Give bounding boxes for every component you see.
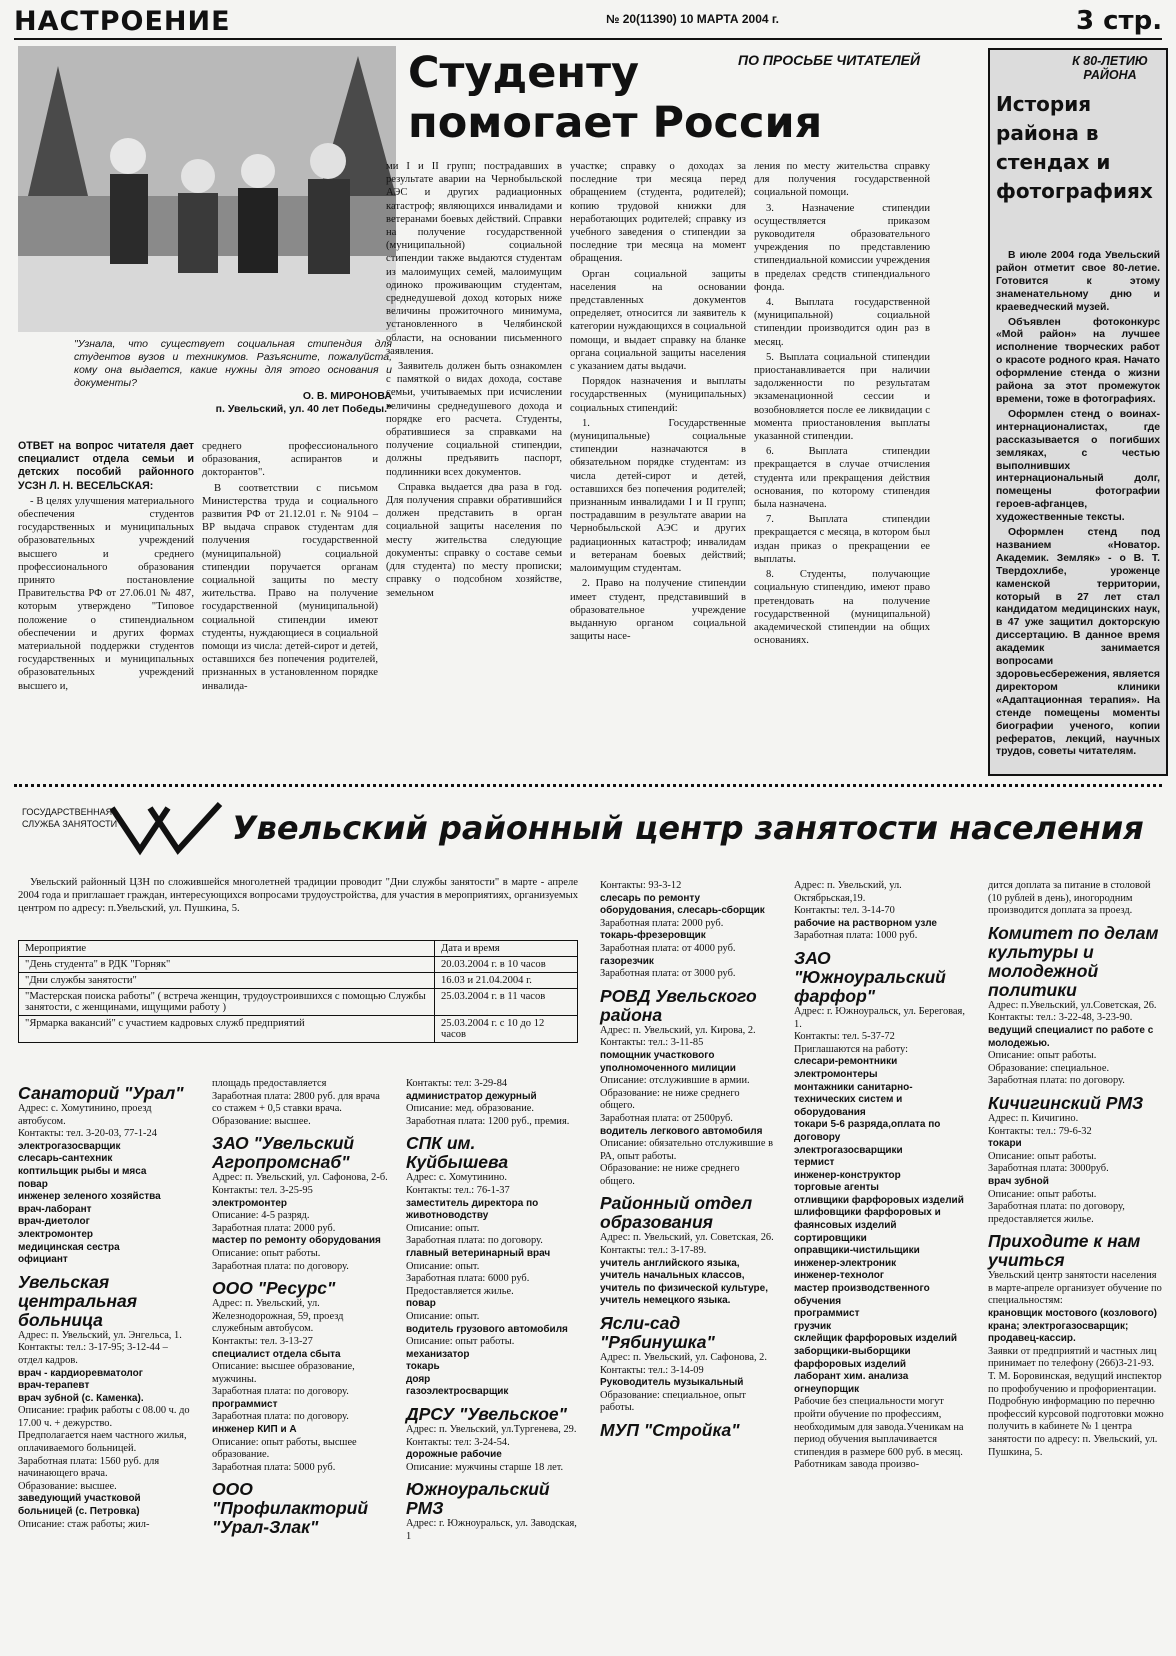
employer-name: РОВД Увельского района <box>600 985 757 1025</box>
vacancy-detail: Предполагается наем частного жилья, оплачиваемого больницей. <box>18 1430 187 1455</box>
vacancy-title: склейщик фарфоровых изделий <box>794 1333 958 1345</box>
vacancy-title: врач-диетолог <box>18 1216 90 1228</box>
vacancy-title: токарь-фрезеровщик <box>600 930 706 942</box>
headline-line-2: помогает Россия <box>408 98 823 148</box>
vacancy-detail: Заработная плата: от 4000 руб. <box>600 942 736 954</box>
event-date: 20.03.2004 г. в 10 часов <box>435 957 578 973</box>
vacancy-title: отливщики фарфоровых изделий <box>794 1194 964 1206</box>
vacancy-title: врач зубной <box>988 1175 1049 1187</box>
sidebar-body <box>996 250 1160 761</box>
employer-name: ДРСУ "Увельское" <box>406 1404 567 1425</box>
sidebar-p2: Объявлен фотоконкурс «Мой район» на лучшее исполнение творческих работ о красоте родного края. Начато оформление стенда о жизни района за этот промежуток времени, тоже в фотографиях. <box>996 316 1160 405</box>
vacancy-title: программист <box>212 1398 278 1410</box>
vacancy-title: крановщик мостового (козлового) крана; электрогазосварщик; продавец-кассир. <box>988 1308 1158 1345</box>
vacancy-detail: Адрес: п. Увельский, ул. Кирова, 2. <box>600 1024 756 1036</box>
vacancy-detail: Заработная плата: 6000 руб. <box>406 1273 530 1285</box>
col4-text-e: 2. Право на получение стипендии имеет студент, представивший в образовательное учреждение выданную органом социальной защиты насе- <box>570 578 746 643</box>
col5-text-d: 5. Выплата социальной стипендии приостанавливается при наличии задолженности по результатам экзаменационной сессии и возобновляется после ее ликвидации с момента приостановления выплаты указанной стипендии. <box>754 351 930 443</box>
col2-text-b: В соответствии с письмом Министерства труда и социального развития РФ от 21.12.01 г. № 9104 – ВР выдача справок студентам для получения государственной (муниципальной) социальной стипендии поручается органам социальной защиты по месту жительства. Право на получение государственной (муниципальной) социальной стипендии имеют студенты, нуждающиеся в социальной помощи из числа: детей-сирот и детей, оставшихся без попечения родителей, признанных в установленном порядке инвалида- <box>202 482 378 692</box>
article-headline <box>408 48 822 148</box>
vacancy-detail: Описание: 4-5 разряд. <box>212 1210 310 1222</box>
article-kicker: ПО ПРОСЬБЕ ЧИТАТЕЛЕЙ <box>738 52 921 68</box>
employer-name: Санаторий "Урал" <box>18 1083 184 1103</box>
vacancy-detail: Заработная плата: 1200 руб., премия. <box>406 1115 570 1127</box>
headline-line-1: Студенту <box>408 48 640 98</box>
vacancy-detail: Описание: высшее образование, мужчины. <box>212 1361 355 1385</box>
vacancy-title: инженер-технолог <box>794 1270 885 1282</box>
vacancy-title: Руководитель музыкальный <box>600 1377 744 1389</box>
answer-lead: ОТВЕТ на вопрос читателя дает специалист отдела семьи и детских пособий районного УСЗН Л. Н. ВЕСЕЛЬСКАЯ: <box>18 440 194 492</box>
vacancy-list-3 <box>406 1078 582 1544</box>
vacancy-detail: Описание: отслужившие в армии. <box>600 1075 750 1087</box>
vacancy-title: электрогазосварщик <box>18 1140 121 1152</box>
vacancy-detail: Контакты: тел: 3-29-84 <box>406 1078 508 1089</box>
col-header-date: Дата и время <box>435 941 578 957</box>
vacancy-detail: Образование: специальное, опыт работы. <box>600 1389 746 1414</box>
article-col-1 <box>18 440 194 695</box>
header-rule <box>14 38 1162 40</box>
col3-text: ми I и II групп; пострадавших в результате аварии на Чернобыльской АЭС и других радиационных катастроф; являющихся инвалидами и ветеранами боевых действий. Справки на получение государственной (муниципальной) социальной стипендии также выдаются студентам из малоимущих семей, малоимущим одиноко проживающим студентам, среднедушевой доход которых ниже величины прожиточного минимума, установленного в Челябинской области, на основании письменного заявления. <box>386 161 562 357</box>
article-col-2 <box>202 440 378 695</box>
col5-text-b: 3. Назначение стипендии осуществляется приказом руководителя образовательного учреждения по представлению стипендиальной комиссии учреждения в пределах средств стипендиального фонда. <box>754 202 931 293</box>
vacancy-detail: Адрес: п. Увельский, ул. Сафонова, 2. <box>600 1352 767 1364</box>
vacancy-title: слесарь-сантехник <box>18 1153 113 1165</box>
employer-name: Комитет по делам культуры и молодежной политики <box>988 922 1159 1000</box>
col5-text: ления по месту жительства справку для получения государственной социальной помощи. <box>754 161 930 199</box>
vacancy-detail: Описание: опыт работы, высшее образование. <box>212 1436 357 1461</box>
vacancy-title: мастер по ремонту оборудования <box>212 1235 381 1247</box>
vacancy-title: медицинская сестра <box>18 1241 120 1253</box>
vacancy-detail: Описание: график работы с 08.00 ч. до 17.00 ч. + дежурство. <box>18 1405 190 1429</box>
employer-name: Кичигинский РМЗ <box>988 1092 1144 1113</box>
vacancy-title: сортировщики <box>794 1232 867 1244</box>
vacancy-detail: Приглашаются на работу: <box>794 1043 908 1055</box>
vacancy-title: учитель английского языка, учитель начальных классов, учитель по физической культуре, учитель немецкого языка. <box>600 1257 768 1307</box>
vacancy-title: помощник участкового уполномоченного милиции <box>600 1049 736 1074</box>
employer-name: Южноуральский РМЗ <box>406 1479 550 1519</box>
vacancy-detail: Заработная плата: по договору. <box>212 1386 349 1398</box>
page-number: 3 стр. <box>1076 6 1163 36</box>
vacancy-detail: Заработная плата: 5000 руб. <box>212 1461 336 1473</box>
vacancy-list-2 <box>212 1078 388 1537</box>
vacancy-detail: Адрес: п. Кичигино. <box>988 1112 1079 1124</box>
vacancy-detail: Контакты: тел. 3-13-27 <box>212 1335 313 1347</box>
reader-letter <box>74 338 392 416</box>
section-title: НАСТРОЕНИЕ <box>14 6 231 37</box>
vacancy-detail: Адрес: п. Увельский, ул. Сафонова, 2-б. <box>212 1172 388 1184</box>
event-date: 25.03.2004 г. в 11 часов <box>435 989 578 1016</box>
vacancy-detail: Адрес: с. Хомутинино. <box>406 1172 507 1184</box>
vacancy-detail: Адрес: г. Южноуральск, ул. Заводская, 1 <box>406 1518 577 1543</box>
event-date: 16.03 и 21.04.2004 г. <box>435 973 578 989</box>
vacancy-detail: Заработная плата: по договору. <box>988 1075 1125 1087</box>
vacancy-title: рабочие на растворном узле <box>794 917 937 929</box>
vacancy-detail: Контакты: тел.: 3-14-09 <box>600 1364 704 1376</box>
employer-name: Районный отдел образования <box>600 1193 753 1233</box>
vacancy-detail: Контакты: тел.: 3-17-89. <box>600 1245 707 1257</box>
vacancy-detail: Заработная плата: от 2500руб. <box>600 1112 733 1124</box>
vacancy-detail: Контакты: тел. 3-25-95 <box>212 1184 313 1196</box>
vacancy-title: повар <box>406 1298 436 1310</box>
jobs-col-2 <box>212 1078 388 1537</box>
vacancy-detail: Описание: опыт. <box>406 1310 480 1322</box>
vacancy-title: водитель грузового автомобиля <box>406 1323 568 1335</box>
table-row <box>19 1016 578 1043</box>
vacancy-title: газоэлектросварщик <box>406 1386 509 1398</box>
letter-text: "Узнала, что существует социальная стипендия для студентов вузов и техникумов. Разъясните, пожалуйста, кому она выдается, какие нужны для этого основания и документы? <box>74 338 392 389</box>
service-logo-icon <box>110 800 230 856</box>
vacancy-detail: Заработная плата: по договору. <box>212 1260 349 1272</box>
vacancy-title: дояр <box>406 1373 431 1385</box>
employer-name: ЗАО "Южноуральский фарфор" <box>794 947 946 1006</box>
vacancy-title: грузчик <box>794 1320 832 1332</box>
col5-text-f: 7. Выплата стипендии прекращается с месяца, в котором был издан приказ о прекращении ее выплаты. <box>754 514 930 565</box>
vacancy-title: программист <box>794 1308 860 1320</box>
vacancy-detail: Образование: не ниже среднего общего. <box>600 1163 740 1187</box>
jobs-col-5 <box>794 880 970 1472</box>
vacancy-detail: Описание: опыт. <box>406 1222 480 1234</box>
vacancy-detail: Контакты: тел.: 76-1-37 <box>406 1184 510 1196</box>
students-photo <box>18 46 396 332</box>
vacancy-title: огнеупорщик <box>794 1383 860 1395</box>
vacancy-title: повар <box>18 1178 48 1190</box>
vacancy-detail: Описание: опыт работы. <box>406 1336 515 1348</box>
vacancy-detail: Описание: опыт работы. <box>988 1150 1097 1162</box>
vacancy-title: инженер-электроник <box>794 1257 897 1269</box>
vacancy-title: врач зубной (с. Каменка). <box>18 1392 144 1404</box>
vacancy-detail: Заработная плата: 2000 руб. <box>212 1222 336 1234</box>
vacancy-title: электромонтер <box>212 1197 288 1209</box>
employer-name: Ясли-сад "Рябинушка" <box>600 1313 715 1353</box>
section-divider <box>14 784 1162 787</box>
issue-info: № 20(11390) 10 МАРТА 2004 г. <box>606 12 780 26</box>
vacancy-detail: Предоставляется жилье. <box>406 1285 514 1297</box>
vacancy-detail: Описание: опыт работы. <box>988 1188 1097 1200</box>
vacancy-title: заборщики-выборщики фарфоровых изделий <box>794 1346 911 1370</box>
vacancy-title: шлифовщики фарфоровых и фаянсовых изделий <box>794 1207 941 1232</box>
employer-name: МУП "Стройка" <box>600 1420 740 1440</box>
vacancy-detail: Адрес: п. Увельский, ул. Октябрьская,19. <box>794 880 902 904</box>
vacancy-title: торговые агенты <box>794 1182 879 1194</box>
vacancy-detail: Контакты: тел. 5-37-72 <box>794 1031 895 1043</box>
vacancy-title: токарь <box>406 1361 440 1373</box>
event-date: 25.03.2004 г. с 10 до 12 часов <box>435 1016 578 1043</box>
vacancy-detail: Описание: опыт работы. <box>988 1050 1097 1062</box>
vacancy-title: монтажники санитарно-технических систем и оборудования <box>794 1081 913 1118</box>
article-col-3 <box>386 160 562 602</box>
vacancy-title: слесари-ремонтники <box>794 1056 898 1068</box>
jobs-col-6 <box>988 880 1164 1459</box>
table-row <box>19 973 578 989</box>
sidebar-p4: Оформлен стенд под названием «Новатор. Академик. Земляк» - о В. Т. Твердохлибе, уроженце каменской территории, который в 27 лет стал кандидатом медицинских наук, в 47 уже защитил докторскую диссертацию. В данное время академик занимается вопросами здоровьесбережения, является директором клиники «Адаптационная терапия». На стенде помещены моменты биографии ученого, копии рефератов, лекций, научных трудов, советы читателям. <box>996 527 1160 758</box>
vacancy-title: коптильщик рыбы и мяса <box>18 1165 147 1177</box>
employer-name: СПК им. Куйбышева <box>406 1133 509 1173</box>
sidebar-p1: В июле 2004 года Увельский район отметит свое 80-летие. Готовится к этому знаменательному дню и краеведческий музей. <box>996 250 1160 313</box>
vacancy-title: водитель легкового автомобиля <box>600 1125 763 1137</box>
jobs-col-3 <box>406 1078 582 1544</box>
vacancy-title: врач-лаборант <box>18 1203 92 1215</box>
vacancy-detail: Заработная плата: от 3000 руб. <box>600 968 736 980</box>
vacancy-detail: Заработная плата: 1560 руб. для начинающего врача. <box>18 1455 160 1480</box>
vacancy-detail: площадь предоставляется <box>212 1078 327 1089</box>
col5-text-c: 4. Выплата государственной (муниципальной) социальной стипендии производится один раз в месяц. <box>754 297 930 348</box>
vacancy-detail: Адрес: п.Увельский, ул.Советская, 26. <box>988 999 1157 1011</box>
col5-text-e: 6. Выплата стипендии прекращается в случае отчисления студента или прекращения действия основания, по которому стипендия была назначена. <box>754 446 930 511</box>
vacancy-detail: Адрес: п. Увельский, ул. Энгельса, 1. Контакты: тел.: 3-17-95; 3-12-44 – отдел кадров. <box>18 1329 182 1366</box>
col3-text-b: Заявитель должен быть ознакомлен с памяткой о видах дохода, составе семьи, учитываемых при исчислении величины среднедушевого дохода и порядке его расчета. Студенты, обратившиеся за справками на получение социальной стипендии, должны предъявить паспорт, подлинники всех документов. <box>386 361 562 478</box>
vacancy-title: токари <box>988 1138 1022 1150</box>
vacancy-title: специалист отдела сбыта <box>212 1348 341 1360</box>
vacancy-title: ведущий специалист по работе с молодежью. <box>988 1024 1154 1049</box>
intro-text: Увельский районный ЦЗН по сложившейся многолетней традиции проводит "Дни службы занятости" в марте - апреле 2004 года и приглашает граждан, интересующихся вопросами трудоустройства, для участия в мероприятиях, организуемых центром по адресу: п.Увельский, ул. Пушкина, 5. <box>18 877 578 915</box>
vacancy-detail: Заработная плата: 2000 руб. <box>600 917 724 929</box>
sidebar-p3: Оформлен стенд о воинах-интернационалистах, где рассказывается о погибших земляках, с честью выполнивших интернациональный долг, помещены фотографии героев-афганцев, художественные тексты. <box>996 408 1160 524</box>
employer-name: Приходите к нам учиться <box>988 1231 1141 1271</box>
letter-author: О. В. МИРОНОВА <box>302 390 392 402</box>
table-header-row <box>19 941 578 957</box>
vacancy-list-4 <box>600 880 776 1440</box>
vacancy-detail: Описание: опыт работы. <box>212 1247 321 1259</box>
vacancy-detail: Рабочие без специальности могут пройти обучение по профессиям, необходимым для завода.Ученикам на период обучения выплачивается стипендия в размере 600 руб. в месяц. <box>794 1396 964 1458</box>
employer-name: ООО "Ресурс" <box>212 1278 336 1299</box>
vacancy-detail: Адрес: п. Увельский, ул.Тургенева, 29. <box>406 1424 577 1436</box>
vacancy-title: инженер зеленого хозяйства <box>18 1191 161 1203</box>
vacancy-detail: Работникам завода произво- <box>794 1459 920 1471</box>
vacancy-title: дорожные рабочие <box>406 1449 502 1461</box>
vacancy-title: врач-терапевт <box>18 1380 90 1392</box>
vacancy-title: врач - кардиоревматолог <box>18 1367 143 1379</box>
vacancy-detail: Увельский центр занятости населения в марте-апреле организует обучение по специальностям: <box>988 1270 1162 1307</box>
col4-text-d: 1. Государственные (муниципальные) социальные стипендии назначаются в обязательном порядке студентам: из числа детей-сирот и детей, оставшихся без попечения родителей; признанным инвалидами I и II групп; пострадавшим в результате аварии на Чернобыльской АЭС и других радиационных катастроф; инвалидам и ветеранам боевых действий; малоимущим студентам. <box>570 417 746 575</box>
vacancy-title: термист <box>794 1157 835 1169</box>
vacancy-detail: Заявки от предприятий и частных лиц принимает по телефону (266)3-21-93. Т. М. Боровинская, ведущий инспектор по профобучению и профориентации. <box>988 1345 1162 1395</box>
employment-title: Увельский районный центр занятости населения <box>232 809 1144 847</box>
col1-text: - В целях улучшения материального обеспечения студентов государственных и муниципальных образовательных учреждений высшего и среднего профессионального образования принято постановление Правительства РФ от 27.06.01 № 487, которым утверждено "Типовое положение о стипендиальном обеспечении и других формах материальной поддержки студентов государственных и муниципальных образовательных учреждений высшего и, <box>18 495 194 692</box>
history-sidebar <box>988 48 1168 776</box>
vacancy-title: токари 5-6 разряда,оплата по договору <box>794 1119 941 1143</box>
col4-text-b: Орган социальной защиты населения на основании представленных документов определяет, относится ли заявитель к категории нуждающихся в социальной помощи, и выдает справку на бланке органа социальной защиты населения с указанием даты выдачи. <box>570 268 746 373</box>
table-row <box>19 957 578 973</box>
vacancy-list-5 <box>794 880 970 1472</box>
event-name: "День студента" в РДК "Горняк" <box>19 957 435 973</box>
vacancy-detail: Адрес: п. Увельский, ул. Железнодорожная, 59, проезд служебным автобусом. <box>212 1298 344 1335</box>
vacancy-detail: Образование: не ниже среднего общего. <box>600 1087 740 1112</box>
vacancy-title: лаборант хим. анализа <box>794 1371 909 1383</box>
vacancy-title: слесарь по ремонту оборудования, слесарь-сборщик <box>600 892 765 917</box>
event-name: "Ярмарка вакансий" с участием кадровых служб предприятий <box>19 1016 435 1043</box>
vacancy-title: инженер КИП и А <box>212 1424 297 1436</box>
vacancy-detail: дится доплата за питание в столовой (10 рублей в день), иногородним производится доплата за проезд. <box>988 880 1151 917</box>
service-logo-text: ГОСУДАРСТВЕННАЯ СЛУЖБА ЗАНЯТОСТИ <box>22 807 118 829</box>
col4-text-c: Порядок назначения и выплаты государственных (муниципальных) социальных стипендий: <box>570 376 746 414</box>
vacancy-detail: Заработная плата: 1000 руб. <box>794 930 918 942</box>
vacancy-detail: Адрес: с. Хомутинино, проезд автобусом. <box>18 1103 152 1127</box>
vacancy-detail: Заработная плата: по договору. <box>212 1411 349 1423</box>
employer-name: ООО "Профилакторий "Урал-Злак" <box>212 1479 369 1538</box>
vacancy-detail: Контакты: тел: 3-24-54. <box>406 1436 510 1448</box>
article-col-5 <box>754 160 930 649</box>
event-name: "Дни службы занятости" <box>19 973 435 989</box>
vacancy-detail: Заработная плата: по договору. <box>406 1235 543 1247</box>
event-name: "Мастерская поиска работы" ( встреча женщин, трудоустроившихся с помощью Службы занятости, с женщинами, ищущими работу ) <box>19 989 435 1016</box>
vacancy-detail: Заработная плата: 3000руб. <box>988 1163 1109 1175</box>
col5-text-g: 8. Студенты, получающие социальную стипендию, имеют право претендовать на получение государственной (муниципальной) академической стипендии на общих основаниях. <box>754 569 930 647</box>
employer-name: Увельская центральная больница <box>18 1271 138 1330</box>
col4-text: участке; справку о доходах за последние три месяца перед обращением (студента, родителей); копию трудовой книжки для неработающих родителей; справку из учебного заведения о стипендии за последние три месяца на момент обращения. <box>570 161 746 265</box>
vacancy-detail: Образование: высшее. <box>212 1115 311 1127</box>
vacancy-detail: Контакты: тел.: 3-11-85 <box>600 1037 704 1049</box>
vacancy-list-1 <box>18 1084 194 1531</box>
vacancy-detail: Описание: опыт. <box>406 1260 480 1272</box>
vacancy-detail: Описание: стаж работы; жил- <box>18 1518 150 1530</box>
sidebar-kicker: К 80-ЛЕТИЮ РАЙОНА <box>1072 54 1148 82</box>
jobs-col-1 <box>18 1078 194 1531</box>
vacancy-title: администратор дежурный <box>406 1090 537 1102</box>
vacancy-title: заведующий участковой больницей (с. Петровка) <box>18 1493 141 1518</box>
vacancy-detail: Образование: высшее. <box>18 1480 117 1492</box>
vacancy-detail: Адрес: г. Южноуральск, ул. Береговая, 1. <box>794 1005 965 1030</box>
article-col-4 <box>570 160 746 645</box>
vacancy-title: мастер производственного обучения <box>794 1283 930 1307</box>
vacancy-title: газорезчик <box>600 955 654 967</box>
vacancy-title: электромонтеры <box>794 1068 878 1080</box>
vacancy-title: инженер-конструктор <box>794 1169 901 1181</box>
vacancy-detail: Образование: специальное. <box>988 1062 1110 1074</box>
vacancy-detail: Контакты: тел.: 79-6-32 <box>988 1125 1092 1137</box>
vacancy-title: заместитель директора по животноводству <box>406 1197 539 1222</box>
vacancy-title: электромонтер <box>18 1228 94 1240</box>
vacancy-list-6 <box>988 880 1164 1459</box>
table-row <box>19 989 578 1016</box>
vacancy-detail: Заработная плата: 2800 руб. для врача со стажем + 0,5 ставки врача. <box>212 1090 380 1115</box>
employment-intro <box>18 876 578 918</box>
vacancy-detail: Описание: мед. образование. <box>406 1103 534 1115</box>
vacancy-detail: Заработная плата: по договору, предоставляется жилье. <box>988 1201 1125 1225</box>
vacancy-detail: Адрес: п. Увельский, ул. Советская, 26. <box>600 1232 774 1244</box>
vacancy-detail: Описание: мужчины старше 18 лет. <box>406 1461 564 1473</box>
employer-name: ЗАО "Увельский Агропромснаб" <box>212 1133 355 1173</box>
vacancy-title: механизатор <box>406 1348 470 1360</box>
jobs-col-4 <box>600 880 776 1440</box>
vacancy-title: электрогазосварщики <box>794 1144 903 1156</box>
col3-text-c: Справка выдается два раза в год. Для получения справки обратившийся должен представить в орган социальной защиты населения по месту жительства следующие документы: справку о составе семьи (для студента) по месту прописки; справку о подсобном хозяйстве, земельном <box>386 481 562 599</box>
vacancy-detail: Описание: обязательно отслужившие в РА, опыт работы. <box>600 1138 773 1162</box>
sidebar-title: История района в стендах и фотографиях <box>996 92 1153 203</box>
col-header-event: Мероприятие <box>19 941 435 957</box>
vacancy-detail: Подробную информацию по перечню профессий курсовой подготовки можно получить в кабинете № 1 центра занятости по адресу: п. Увельский, ул. Пушкина, 5. <box>988 1396 1164 1458</box>
vacancy-detail: Контакты: 93-3-12 <box>600 880 682 891</box>
col2-text: среднего профессионального образования, аспирантов и докторантов". <box>202 441 378 479</box>
vacancy-title: главный ветеринарный врач <box>406 1247 551 1259</box>
vacancy-detail: Контакты: тел.: 3-22-48, 3-23-90. <box>988 1012 1133 1024</box>
vacancy-title: официант <box>18 1254 68 1266</box>
vacancy-detail: Контакты: тел. 3-14-70 <box>794 905 895 917</box>
vacancy-detail: Контакты: тел. 3-20-03, 77-1-24 <box>18 1128 157 1140</box>
vacancy-title: оправщики-чистильщики <box>794 1245 920 1257</box>
events-table <box>18 940 578 1043</box>
letter-address: п. Увельский, ул. 40 лет Победы." <box>215 403 392 415</box>
